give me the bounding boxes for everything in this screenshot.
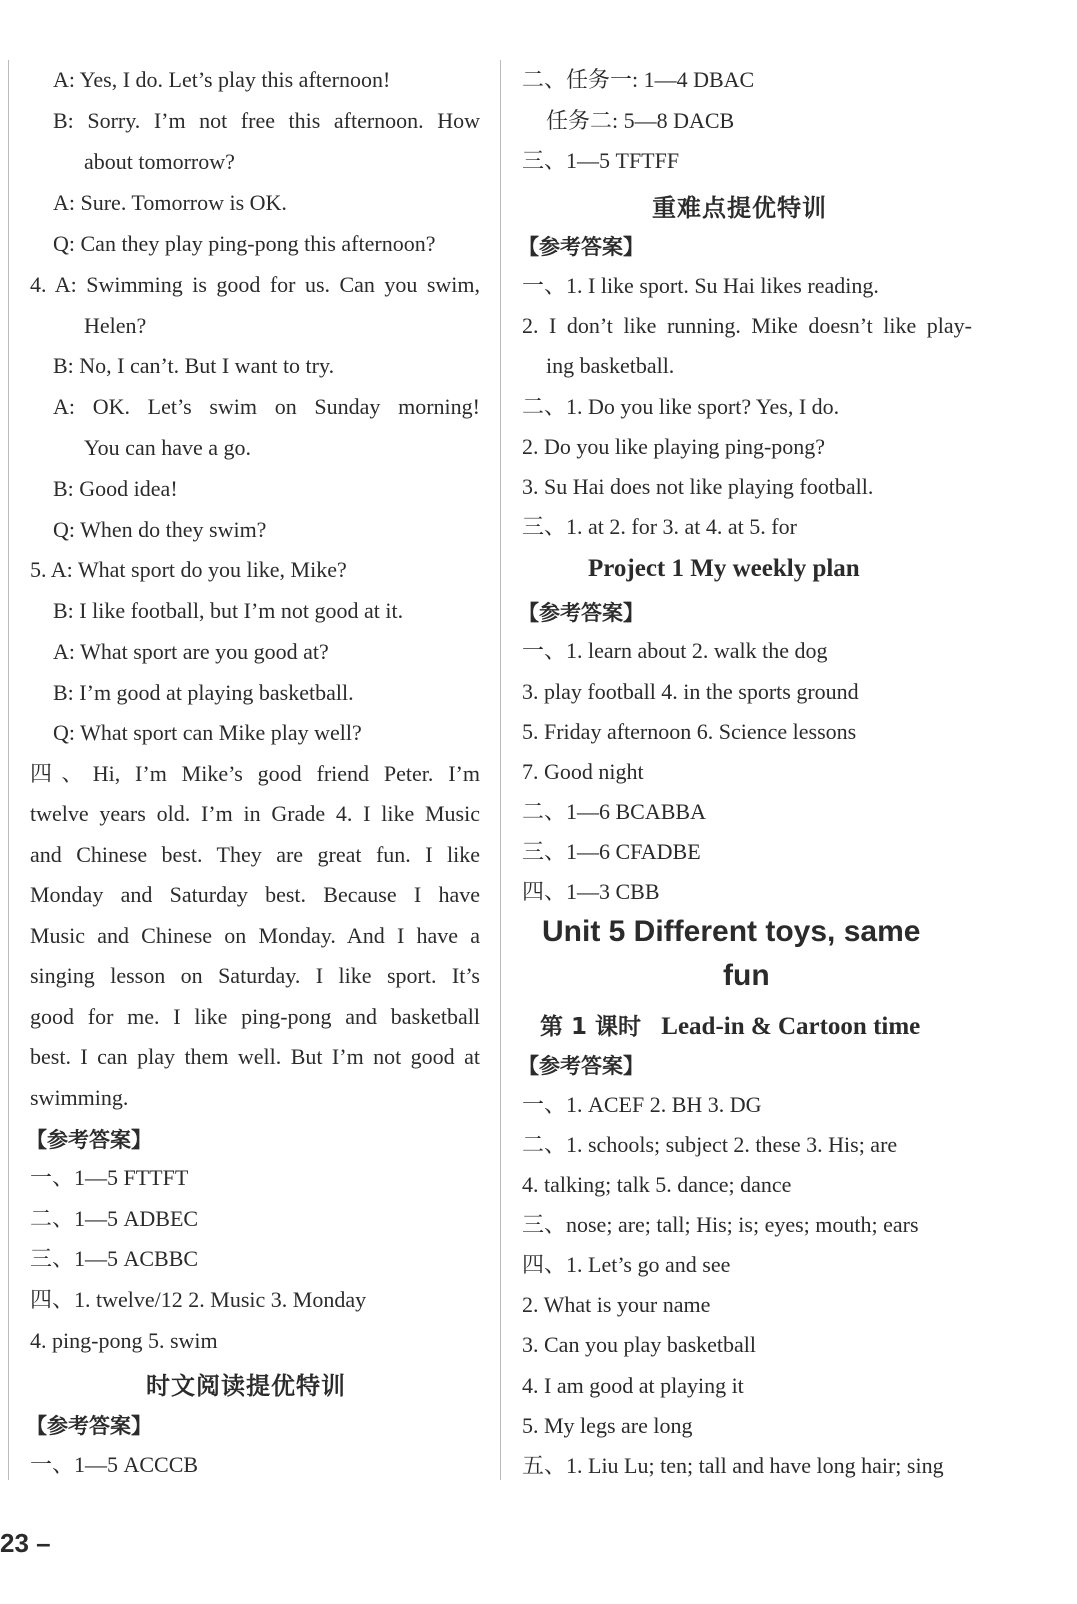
answer-line: 7. Good night [522, 759, 644, 784]
dialogue-line: A: What sport are you good at? [53, 639, 329, 664]
answer-line: ing basketball. [546, 353, 675, 378]
answer-line: 三、1. at 2. for 3. at 4. at 5. for [522, 514, 797, 539]
dialogue-line: Q: What sport can Mike play well? [53, 720, 362, 745]
passage-line: best. I can play them well. But I’m not good at [30, 1044, 480, 1069]
answer-line: 二、任务一: 1—4 DBAC [522, 67, 755, 92]
answer-line: 4. ping-pong 5. swim [30, 1328, 218, 1353]
section-title: 时文阅读提优特训 [146, 1372, 346, 1400]
answer-line: 一、1—5 ACCCB [30, 1452, 199, 1477]
answer-line: 5. Friday afternoon 6. Science lessons [522, 719, 857, 744]
answer-line: 三、1—5 ACBBC [30, 1246, 199, 1271]
answer-line: 四、1. twelve/12 2. Music 3. Monday [30, 1287, 367, 1312]
section-title: 重难点提优特训 [652, 194, 827, 222]
answer-line: 3. Su Hai does not like playing football. [522, 474, 874, 499]
answer-line: 二、1—5 ADBEC [30, 1206, 199, 1231]
answer-line: 任务二: 5—8 DACB [546, 108, 735, 133]
answer-line: 一、1—5 FTTFT [30, 1165, 189, 1190]
dialogue-line: B: Good idea! [53, 476, 178, 501]
left-margin-rule [8, 60, 9, 1480]
answer-line: 2. I don’t like running. Mike doesn’t like play- [522, 313, 972, 338]
answer-line: 二、1. schools; subject 2. these 3. His; are [522, 1132, 898, 1157]
answer-line: 二、1. Do you like sport? Yes, I do. [522, 394, 840, 419]
dialogue-line: Q: Can they play ping-pong this afternoon? [53, 231, 436, 256]
passage-line: 四、Hi, I’m Mike’s good friend Peter. I’m [30, 761, 480, 786]
answer-line: 四、1—3 CBB [522, 879, 660, 904]
dialogue-line: B: I’m good at playing basketball. [53, 680, 354, 705]
dialogue-line: A: Yes, I do. Let’s play this afternoon! [53, 67, 391, 92]
answer-line: 二、1—6 BCABBA [522, 799, 706, 824]
passage-line: good for me. I like ping-pong and basketball [30, 1004, 480, 1029]
column-divider [500, 60, 501, 1480]
answer-line: 5. My legs are long [522, 1413, 693, 1438]
unit-title-continued: fun [723, 959, 770, 992]
answer-line: 四、1. Let’s go and see [522, 1252, 731, 1277]
answer-line: 3. play football 4. in the sports ground [522, 679, 859, 704]
answer-line: 一、1. ACEF 2. BH 3. DG [522, 1092, 762, 1117]
answer-line: 2. What is your name [522, 1292, 711, 1317]
answer-line: 一、1. learn about 2. walk the dog [522, 638, 828, 663]
dialogue-line: B: Sorry. I’m not free this afternoon. How [53, 108, 480, 133]
answer-line: 五、1. Liu Lu; ten; tall and have long hair; sing [522, 1453, 944, 1478]
passage-line: singing lesson on Saturday. I like sport. It’s [30, 963, 480, 988]
answer-line: 三、1—6 CFADBE [522, 839, 701, 864]
dialogue-line: B: No, I can’t. But I want to try. [53, 353, 335, 378]
answer-key-label: 【参考答案】 [518, 235, 644, 259]
passage-line: Monday and Saturday best. Because I have [30, 882, 480, 907]
passage-line: and Chinese best. They are great fun. I like [30, 842, 480, 867]
answer-key-label: 【参考答案】 [518, 1054, 644, 1078]
answer-key-label: 【参考答案】 [518, 601, 644, 625]
lesson-name: Lead-in & Cartoon time [661, 1013, 921, 1040]
passage-line: twelve years old. I’m in Grade 4. I like Music [30, 801, 480, 826]
dialogue-line: B: I like football, but I’m not good at it. [53, 598, 404, 623]
dialogue-line: 5. A: What sport do you like, Mike? [30, 557, 347, 582]
unit-title: Unit 5 Different toys, same [542, 915, 921, 948]
dialogue-line: A: OK. Let’s swim on Sunday morning! [53, 394, 480, 419]
dialogue-line: about tomorrow? [84, 149, 235, 174]
dialogue-line: A: Sure. Tomorrow is OK. [53, 190, 287, 215]
lesson-title [540, 1008, 920, 1041]
answer-line: 一、1. I like sport. Su Hai likes reading. [522, 273, 879, 298]
dialogue-line: You can have a go. [84, 435, 252, 460]
page-number: 23 – [0, 1528, 51, 1558]
answer-line: 三、1—5 TFTFF [522, 148, 680, 173]
answer-line: 三、nose; are; tall; His; is; eyes; mouth; ears [522, 1212, 919, 1237]
lesson-number: 第 1 课时 [540, 1014, 642, 1040]
answer-key-label: 【参考答案】 [26, 1414, 152, 1438]
project-title: Project 1 My weekly plan [588, 555, 860, 582]
dialogue-line: Helen? [84, 313, 147, 338]
dialogue-line: Q: When do they swim? [53, 517, 267, 542]
answer-line: 3. Can you play basketball [522, 1332, 757, 1357]
answer-key-label: 【参考答案】 [26, 1128, 152, 1152]
passage-line: swimming. [30, 1085, 129, 1110]
answer-line: 2. Do you like playing ping-pong? [522, 434, 826, 459]
passage-line: Music and Chinese on Monday. And I have a [30, 923, 480, 948]
answer-line: 4. I am good at playing it [522, 1373, 744, 1398]
dialogue-line: 4. A: Swimming is good for us. Can you swim, [30, 272, 480, 297]
answer-line: 4. talking; talk 5. dance; dance [522, 1172, 792, 1197]
